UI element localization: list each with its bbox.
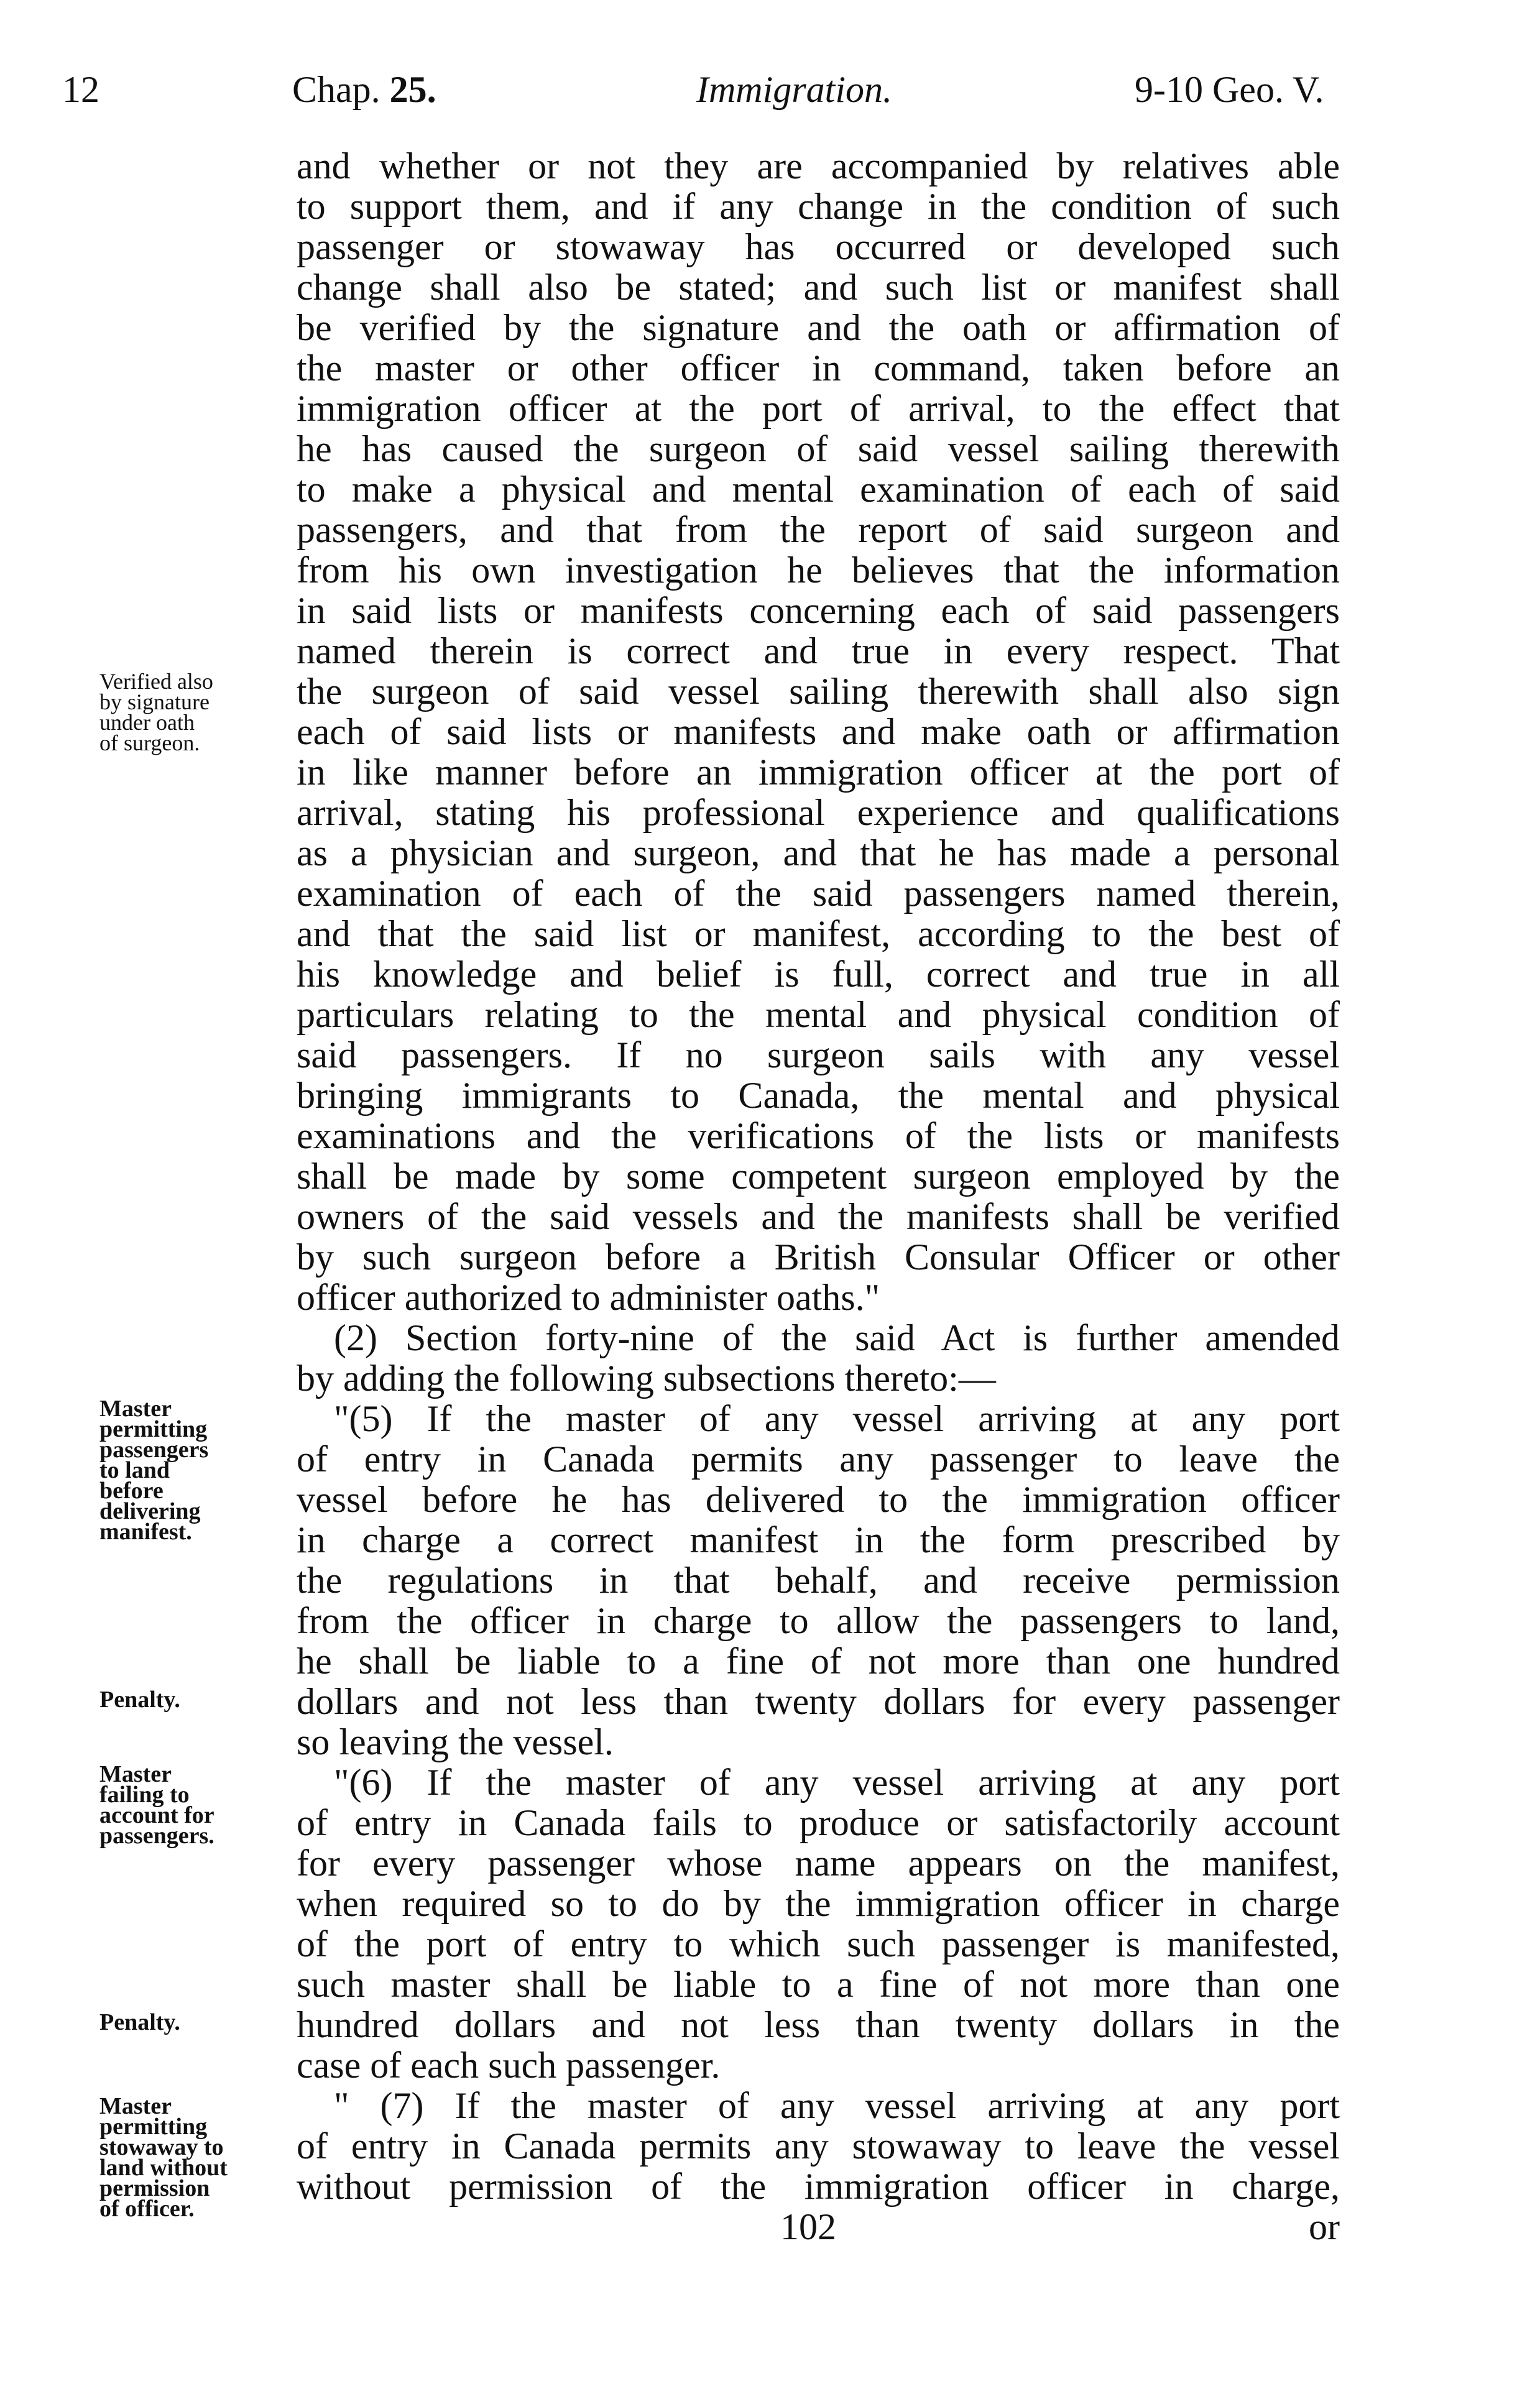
body-line: examinations and the verifications of the lists or manifests xyxy=(297,1116,1340,1156)
body-line: vessel before he has delivered to the immigration officer xyxy=(297,1480,1340,1520)
body-line: in charge a correct manifest in the form prescribed by xyxy=(297,1520,1340,1560)
body-line: said passengers. If no surgeon sails with any vessel xyxy=(297,1035,1340,1075)
body-line: case of each such passenger. xyxy=(297,2045,721,2086)
body-line: such master shall be liable to a fine of not more than one xyxy=(297,1964,1340,2005)
note-line: stowaway to xyxy=(99,2134,224,2160)
catchword: or xyxy=(1309,2207,1340,2247)
page-folio: 102 xyxy=(780,2207,836,2247)
note-line: permitting xyxy=(99,1416,208,1442)
body-line: of entry in Canada fails to produce or satisfactorily account xyxy=(297,1803,1340,1843)
body-line: in said lists or manifests concerning each of said passengers xyxy=(297,591,1340,631)
chapter-label xyxy=(292,68,436,111)
note-line: failing to xyxy=(99,1782,190,1808)
body-line: passenger or stowaway has occurred or developed such xyxy=(297,227,1340,267)
note-line: Master xyxy=(99,2093,172,2119)
page-number: 12 xyxy=(62,69,99,110)
marginal-note-master-stowaway xyxy=(99,2093,280,2222)
body-line: of entry in Canada permits any stowaway to leave the vessel xyxy=(297,2126,1340,2167)
note-line: Penalty. xyxy=(99,2009,180,2035)
note-line: account for xyxy=(99,1802,214,1828)
note-line: Master xyxy=(99,1396,172,1422)
body-line: dollars and not less than twenty dollars for every passenger xyxy=(297,1682,1340,1722)
body-line: bringing immigrants to Canada, the mental and physical xyxy=(297,1075,1340,1116)
marginal-note-penalty xyxy=(99,2009,280,2035)
body-line: of entry in Canada permits any passenger to leave the xyxy=(297,1439,1340,1480)
note-line: delivering xyxy=(99,1498,201,1524)
body-line: owners of the said vessels and the manifests shall be verified xyxy=(297,1197,1340,1237)
body-line: each of said lists or manifests and make oath or affirmation xyxy=(297,712,1340,752)
body-line: he has caused the surgeon of said vessel sailing therewith xyxy=(297,429,1340,469)
note-line: of officer. xyxy=(99,2196,195,2222)
marginal-note-master-permitting xyxy=(99,1396,280,1545)
marginal-note-verified xyxy=(99,671,280,753)
body-line: by such surgeon before a British Consular Officer or other xyxy=(297,1237,1340,1278)
note-line: passengers xyxy=(99,1437,209,1463)
note-line: Penalty. xyxy=(99,1687,180,1713)
body-line: so leaving the vessel. xyxy=(297,1722,614,1762)
body-line: for every passenger whose name appears on the manifest, xyxy=(297,1843,1340,1884)
note-line: passengers. xyxy=(99,1823,214,1849)
body-line: hundred dollars and not less than twenty dollars in the xyxy=(297,2005,1340,2045)
body-line: by adding the following subsections thereto:— xyxy=(297,1358,996,1399)
body-line: from his own investigation he believes that the information xyxy=(297,550,1340,591)
body-line: be verified by the signature and the oath or affirmation of xyxy=(297,308,1340,348)
note-line: Verified also xyxy=(99,669,213,694)
body-line: he shall be liable to a fine of not more than one hundred xyxy=(297,1641,1340,1682)
body-line: immigration officer at the port of arrival, to the effect that xyxy=(297,389,1340,429)
body-line: from the officer in charge to allow the passengers to land, xyxy=(297,1601,1340,1641)
body-line: change shall also be stated; and such list or manifest shall xyxy=(297,267,1340,308)
body-line: passengers, and that from the report of said surgeon and xyxy=(297,510,1340,550)
body-line: his knowledge and belief is full, correct and true in all xyxy=(297,954,1340,995)
body-line: to make a physical and mental examination of each of said xyxy=(297,469,1340,510)
body-line: named therein is correct and true in every respect. That xyxy=(297,631,1340,671)
marginal-note-penalty xyxy=(99,1687,280,1713)
body-line: "(5) If the master of any vessel arriving at any port xyxy=(334,1399,1340,1439)
marginal-note-master-failing xyxy=(99,1761,280,1849)
body-line: (2) Section forty-nine of the said Act is further amended xyxy=(334,1318,1340,1358)
body-text xyxy=(297,146,1340,2247)
body-line: officer authorized to administer oaths." xyxy=(297,1278,880,1318)
body-line: the master or other officer in command, taken before an xyxy=(297,348,1340,389)
note-line: to land xyxy=(99,1457,170,1483)
body-line: "(6) If the master of any vessel arriving at any port xyxy=(334,1762,1340,1803)
chapter-number: 25. xyxy=(389,69,436,110)
body-line: to support them, and if any change in the condition of such xyxy=(297,187,1340,227)
body-line: of the port of entry to which such passenger is manifested, xyxy=(297,1924,1340,1964)
running-header xyxy=(0,68,1540,124)
regnal-year: 9-10 Geo. V. xyxy=(1135,69,1324,110)
body-line: the regulations in that behalf, and receive permission xyxy=(297,1560,1340,1601)
note-line: of surgeon. xyxy=(99,730,200,755)
page-footer-line xyxy=(297,2207,1340,2247)
body-line: particulars relating to the mental and physical condition of xyxy=(297,995,1340,1035)
note-line: by signature xyxy=(99,689,210,714)
running-title: Immigration. xyxy=(696,69,892,110)
body-line: arrival, stating his professional experience and qualifications xyxy=(297,793,1340,833)
note-line: under oath xyxy=(99,710,195,735)
note-line: permission xyxy=(99,2175,210,2201)
body-line: and that the said list or manifest, according to the best of xyxy=(297,914,1340,954)
note-line: permitting xyxy=(99,2114,208,2140)
body-line: without permission of the immigration officer in charge, xyxy=(297,2167,1340,2207)
body-line: " (7) If the master of any vessel arriving at any port xyxy=(334,2086,1340,2126)
body-line: when required so to do by the immigration officer in charge xyxy=(297,1884,1340,1924)
note-line: Master xyxy=(99,1761,172,1787)
note-line: before xyxy=(99,1478,164,1504)
note-line: land without xyxy=(99,2155,228,2181)
body-line: as a physician and surgeon, and that he has made a personal xyxy=(297,833,1340,873)
chapter-prefix: Chap. xyxy=(292,69,380,110)
body-line: examination of each of the said passengers named therein, xyxy=(297,873,1340,914)
body-line: the surgeon of said vessel sailing therewith shall also sign xyxy=(297,671,1340,712)
body-line: and whether or not they are accompanied by relatives able xyxy=(297,146,1340,187)
body-line: in like manner before an immigration officer at the port of xyxy=(297,752,1340,793)
body-line: shall be made by some competent surgeon employed by the xyxy=(297,1156,1340,1197)
note-line: manifest. xyxy=(99,1519,192,1545)
